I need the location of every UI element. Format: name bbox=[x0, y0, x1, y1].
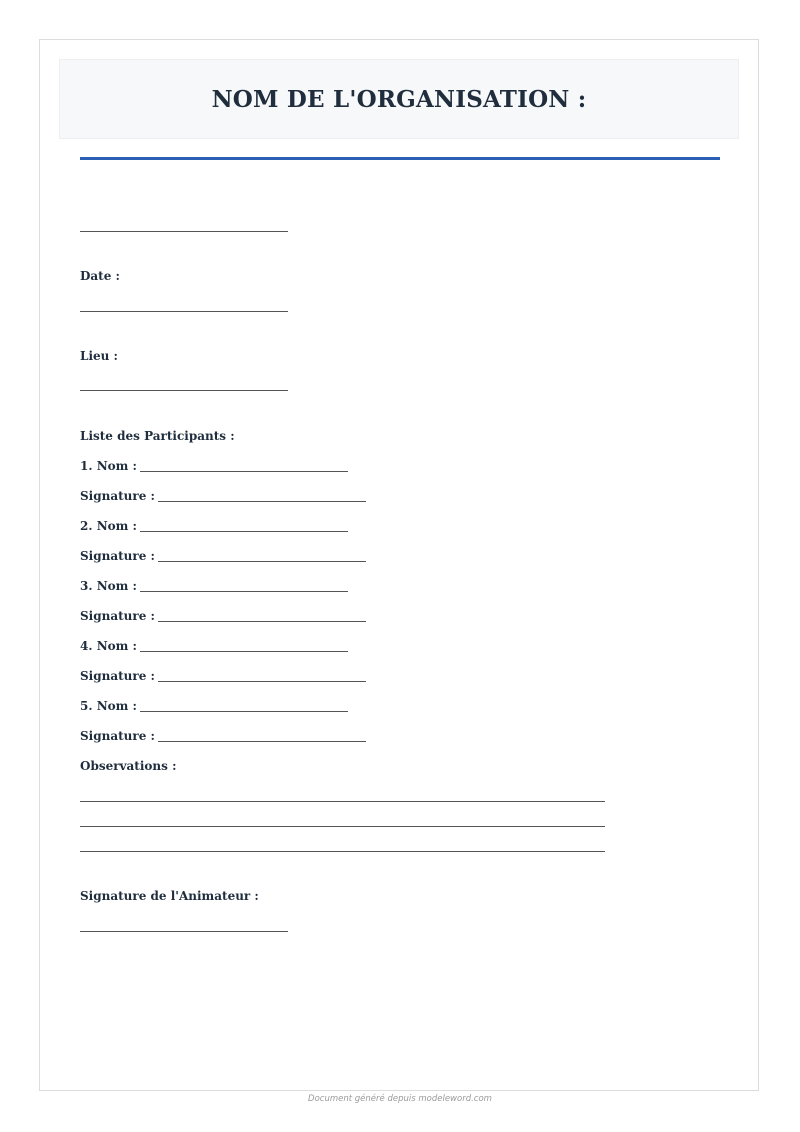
participant-3-nom-row bbox=[80, 579, 348, 593]
date-blank-line[interactable] bbox=[80, 311, 288, 312]
participant-5-signature-row bbox=[80, 729, 366, 743]
participant-4-signature-line[interactable] bbox=[158, 681, 366, 682]
observations-line-2[interactable] bbox=[80, 826, 605, 827]
observations-line-3[interactable] bbox=[80, 851, 605, 852]
participant-3-nom-line[interactable] bbox=[140, 591, 348, 592]
animateur-signature-line[interactable] bbox=[80, 931, 288, 932]
accent-rule bbox=[80, 157, 720, 160]
participant-2-signature-line[interactable] bbox=[158, 561, 366, 562]
participant-3-signature-row bbox=[80, 609, 366, 623]
header-box bbox=[59, 59, 739, 139]
participant-4-signature-label: Signature : bbox=[80, 669, 155, 683]
participant-2-nom-line[interactable] bbox=[140, 531, 348, 532]
participant-2-nom-row bbox=[80, 519, 348, 533]
participant-4-signature-row bbox=[80, 669, 366, 683]
participant-5-nom-row bbox=[80, 699, 348, 713]
participant-2-signature-row bbox=[80, 549, 366, 563]
participant-1-signature-label: Signature : bbox=[80, 489, 155, 503]
footer-note: Document généré depuis modeleword.com bbox=[308, 1094, 492, 1104]
organisation-title: NOM DE L'ORGANISATION : bbox=[211, 85, 587, 113]
lieu-blank-line[interactable] bbox=[80, 390, 288, 391]
participant-4-nom-line[interactable] bbox=[140, 651, 348, 652]
participant-4-nom-label: 4. Nom : bbox=[80, 639, 137, 653]
participant-4-nom-row bbox=[80, 639, 348, 653]
participants-label: Liste des Participants : bbox=[80, 429, 235, 443]
participant-1-nom-line[interactable] bbox=[140, 471, 348, 472]
date-label: Date : bbox=[80, 269, 120, 283]
participant-3-signature-line[interactable] bbox=[158, 621, 366, 622]
animateur-signature-label: Signature de l'Animateur : bbox=[80, 889, 259, 903]
participant-2-nom-label: 2. Nom : bbox=[80, 519, 137, 533]
participant-5-nom-line[interactable] bbox=[140, 711, 348, 712]
title-blank-line[interactable] bbox=[80, 231, 288, 232]
lieu-label: Lieu : bbox=[80, 349, 118, 363]
observations-line-1[interactable] bbox=[80, 801, 605, 802]
observations-label: Observations : bbox=[80, 759, 177, 773]
participant-3-signature-label: Signature : bbox=[80, 609, 155, 623]
participant-1-signature-line[interactable] bbox=[158, 501, 366, 502]
participant-1-nom-label: 1. Nom : bbox=[80, 459, 137, 473]
participant-5-signature-line[interactable] bbox=[158, 741, 366, 742]
participant-1-signature-row bbox=[80, 489, 366, 503]
participant-5-signature-label: Signature : bbox=[80, 729, 155, 743]
participant-3-nom-label: 3. Nom : bbox=[80, 579, 137, 593]
participant-1-nom-row bbox=[80, 459, 348, 473]
document-page bbox=[39, 39, 759, 1091]
participant-5-nom-label: 5. Nom : bbox=[80, 699, 137, 713]
participant-2-signature-label: Signature : bbox=[80, 549, 155, 563]
